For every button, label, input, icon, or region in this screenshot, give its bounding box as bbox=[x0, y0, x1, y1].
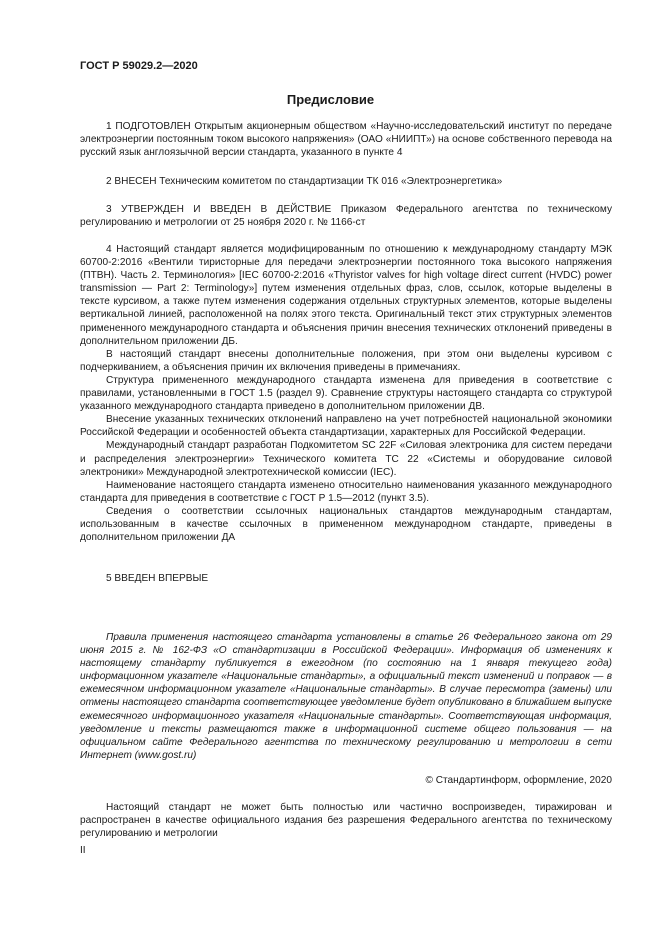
item-3-text: 3 УТВЕРЖДЕН И ВВЕДЕН В ДЕЙСТВИЕ Приказом Федерального агентства по техническому регулированию и метрологии от 25 ноября 2020 г. № 1166-ст bbox=[80, 204, 612, 229]
item-3 bbox=[80, 203, 612, 229]
standard-notice-text: Правила применения настоящего стандарта установлены в статье 26 Федерального закона от 29 июня 2015 г. № 162-ФЗ «О стандартизации в Российской Федерации». Информация об изменениях к настоящему стандарту публикуется в ежегодном (по состоянию на 1 января текущего года) информационном указателе «Национальные стандарты», а официальный текст изменений и поправок — в ежемесячном информационном указателе «Национальные стандарты». В случае пересмотра (замены) или отмены настоящего стандарта соответствующее уведомление будет опубликовано в ближайшем выпуске ежемесячного информационного указателя «Национальные стандарты». Соответствующая информация, уведомление и тексты размещаются также в информационной системе общего пользования — на официальном сайте Федерального агентства по техническому регулированию и метрологии в сети Интернет (www.gost.ru) bbox=[80, 632, 612, 761]
item-4-paragraph: Международный стандарт разработан Подкомитетом SC 22F «Силовая электроника для систем передачи и распределения электроэнергии» Технического комитета TC 22 «Системы и оборудование силовой электроники» Международной электротехнической комиссии (IEC). bbox=[80, 440, 612, 478]
item-4-paragraph: Сведения о соответствии ссылочных национальных стандартов международным стандартам, использованным в качестве ссылочных в примененном международном стандарте, приведены в дополнительном приложении ДА bbox=[80, 505, 612, 544]
item-5 bbox=[80, 572, 612, 585]
item-2-text: 2 ВНЕСЕН Техническим комитетом по стандартизации ТК 016 «Электроэнергетика» bbox=[106, 176, 503, 187]
item-4-paragraph: Наименование настоящего стандарта изменено относительно наименования указанного международного стандарта для приведения в соответствие с ГОСТ Р 1.5—2012 (пункт 3.5). bbox=[80, 479, 612, 504]
item-4-paragraph: 4 Настоящий стандарт является модифицированным по отношению к международному стандарту МЭК 60700-2:2016 «Вентили тиристорные для передачи электроэнергии постоянного тока высокого напряжения (ПТВН). Часть 2. Терминология» [IEC 60700-2:2016 «Thyristor valves for high voltage direct current (HVDC) power transmission — Part 2: Terminology»] путем изменения отдельных фраз, слов, ссылок, которые выделены в тексте курсивом, а также путем изменения содержания отдельных структурных элементов, которые выделены вертикальной линией, расположенной на полях этого текста. Оригинальный текст этих структурных элементов примененного международного стандарта и объяснения причин внесения технических отклонений приведены в дополнительном приложении ДБ. bbox=[80, 244, 612, 347]
item-2 bbox=[80, 175, 612, 188]
item-4-paragraph: Внесение указанных технических отклонений направлено на учет потребностей национальной экономики Российской Федерации и особенностей объекта стандартизации, характерных для Российской Федерации. bbox=[80, 414, 612, 439]
copyright-line: © Стандартинформ, оформление, 2020 bbox=[425, 775, 612, 786]
item-5-text: 5 ВВЕДЕН ВПЕРВЫЕ bbox=[106, 573, 209, 584]
page-number: II bbox=[80, 845, 86, 856]
item-4 bbox=[80, 243, 612, 544]
item-4-paragraph: В настоящий стандарт внесены дополнительные положения, при этом они выделены курсивом с подчеркиванием, а объяснения причин их включения приведены в примечаниях. bbox=[80, 348, 612, 373]
item-1-text: 1 ПОДГОТОВЛЕН Открытым акционерным обществом «Научно-исследовательский институт по передаче электроэнергии постоянным током высокого напряжения» (ОАО «НИИПТ») на основе собственного перевода на русский язык англоязычной версии стандарта, указанного в пункте 4 bbox=[80, 121, 612, 159]
standard-notice bbox=[80, 631, 612, 762]
standard-code: ГОСТ Р 59029.2—2020 bbox=[80, 60, 198, 72]
reproduction-notice bbox=[80, 801, 612, 840]
reproduction-notice-text: Настоящий стандарт не может быть полностью или частично воспроизведен, тиражирован и распространен в качестве официального издания без разрешения Федерального агентства по техническому регулированию и метрологии bbox=[80, 802, 612, 840]
item-4-paragraph: Структура примененного международного стандарта изменена для приведения в соответствие с правилами, установленными в ГОСТ 1.5 (раздел 9). Сравнение структуры настоящего стандарта со структурой указанного международного стандарта приведено в дополнительном приложении ДВ. bbox=[80, 374, 612, 413]
section-title: Предисловие bbox=[286, 92, 375, 107]
item-1 bbox=[80, 120, 612, 159]
